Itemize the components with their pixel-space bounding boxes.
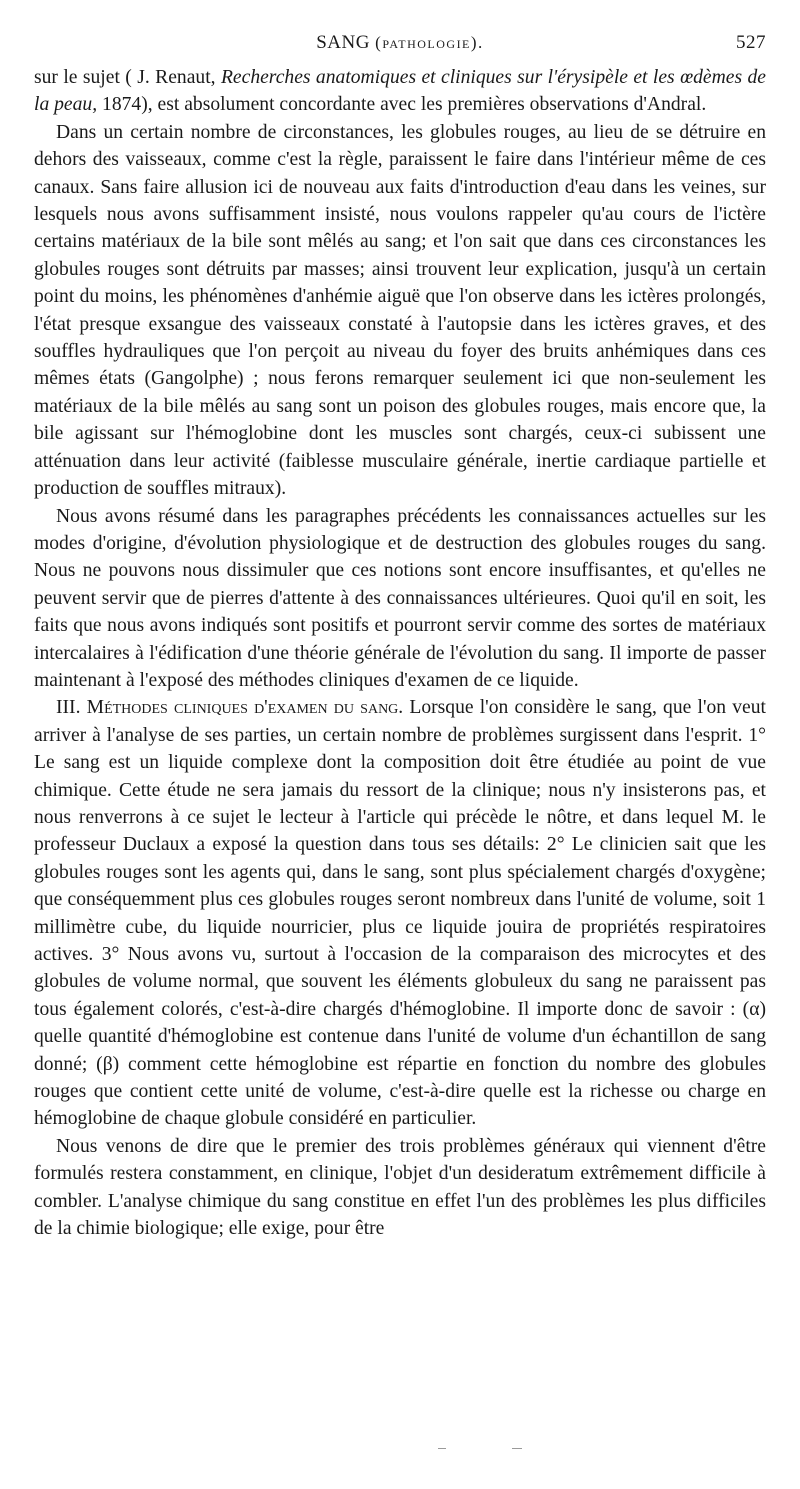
paragraph-1-tail: 1874), est absolument concordante avec les premières observations d'Andral. xyxy=(97,94,707,116)
paragraph-4-body: Lorsque l'on considère le sang, que l'on veut arriver à l'analyse de ses parties, un certain nombre de problèmes surgissent dans l'esprit. 1° Le sang est un liquide complexe dont la composition doit être étudiée au point de vue chimique. Cette étude ne sera jamais du ressort de la clinique; nous n'y insisterons pas, et nous renverrons à ce sujet le lecteur à l'article qui précède le nôtre, et dans lequel M. le professeur Duclaux a exposé la question dans tous ses détails: 2° Le clinicien sait que les globules rouges sont les agents qui, dans le sang, sont plus spécialement chargés d'oxygène; que conséquemment plus ces globules rouges seront nombreux dans l'unité de volume, soit 1 millimètre cube, du liquide nourricier, plus ce liquide jouira de propriétés respiratoires actives. 3° Nous avons vu, surtout à l'occasion de la comparaison des microcytes et des globules de volume normal, que souvent les éléments globuleux du sang ne paraissent pas tous également colorés, c'est-à-dire chargés d'hémoglobine. Il importe donc de savoir : (α) quelle quantité d'hémoglobine est contenue dans l'unité de volume d'un échantillon de sang donné; (β) comment cette hémoglobine est répartie en fonction du nombre des globules rouges que contient cette unité de volume, c'est-à-dire quelle est la richesse ou charge en hémoglobine de chaque globule considéré en particulier. xyxy=(34,697,766,1130)
section-heading: III. Méthodes cliniques d'examen du sang. xyxy=(56,697,404,719)
body-text xyxy=(34,64,766,1242)
running-title xyxy=(34,32,766,54)
paragraph-1-lead: sur le sujet ( J. Renaut, xyxy=(34,67,221,88)
paragraph-2: Dans un certain nombre de circonstances, les globules rouges, au lieu de se détruire en dehors des vaisseaux, comme c'est la règle, paraissent le faire dans l'intérieur même de ces canaux. Sans faire allusion ici de nouveau aux faits d'introduction d'eau dans les veines, sur lesquels nous avons suffisamment insisté, nous voulons rappeler qu'au cours de l'ictère certains matériaux de la bile sont mêlés au sang; et l'on sait que dans ces circonstances les globules rouges sont détruits par masses; ainsi trouvent leur explication, jusqu'à un certain point du moins, les phénomènes d'anhémie aiguë que l'on observe dans les ictères prolongés, l'état presque exsangue des vaisseaux constaté à l'autopsie dans les ictères graves, et des souffles hydrauliques que l'on perçoit au niveau du foyer des bruits anhémiques dans ces mêmes états (Gangolphe) ; nous ferons remarquer seulement ici que non-seulement les matériaux de la bile mêlés au sang sont un poison des globules rouges, mais encore que, la bile agissant sur l'hémoglobine dont les muscles sont chargés, ceux-ci subissent une atténuation dans leur activité (faiblesse musculaire générale, inertie cardiaque partielle et production de souffles mitraux). xyxy=(34,121,766,500)
running-title-sub: (pathologie). xyxy=(375,33,484,52)
page-number: 527 xyxy=(736,32,766,53)
paragraph-5: Nous venons de dire que le premier des trois problèmes généraux qui viennent d'être formulés restera constamment, en clinique, l'objet d'un desideratum extrêmement difficile à combler. L'analyse chimique du sang constitue en effet l'un des problèmes les plus difficiles de la chimie biologique; elle exige, pour être xyxy=(34,1135,766,1240)
cited-work-title: Recherches anatomiques et cliniques sur l'érysipèle et les œdèmes de la peau, xyxy=(34,67,766,116)
paragraph-3: Nous avons résumé dans les paragraphes précédents les connaissances actuelles sur les modes d'origine, d'évolution physiologique et de destruction des globules rouges du sang. Nous ne pouvons nous dissimuler que ces notions sont encore insuffisantes, et qu'elles ne peuvent servir que de pierres d'attente à des connaissances ultérieures. Quoi qu'il en soit, les faits que nous avons indiqués sont positifs et pourront servir comme des sortes de matériaux intercalaires à l'édification d'une théorie générale de l'évolution du sang. Il importe de passer maintenant à l'exposé des méthodes cliniques d'examen de ce liquide. xyxy=(34,505,766,691)
foot-mark xyxy=(512,1448,522,1449)
running-header xyxy=(34,28,766,58)
paragraph-1 xyxy=(34,64,766,119)
page-foot-marks xyxy=(0,1448,800,1452)
running-title-main: SANG xyxy=(316,32,370,53)
paragraph-4 xyxy=(34,694,766,1133)
foot-mark xyxy=(438,1448,446,1449)
